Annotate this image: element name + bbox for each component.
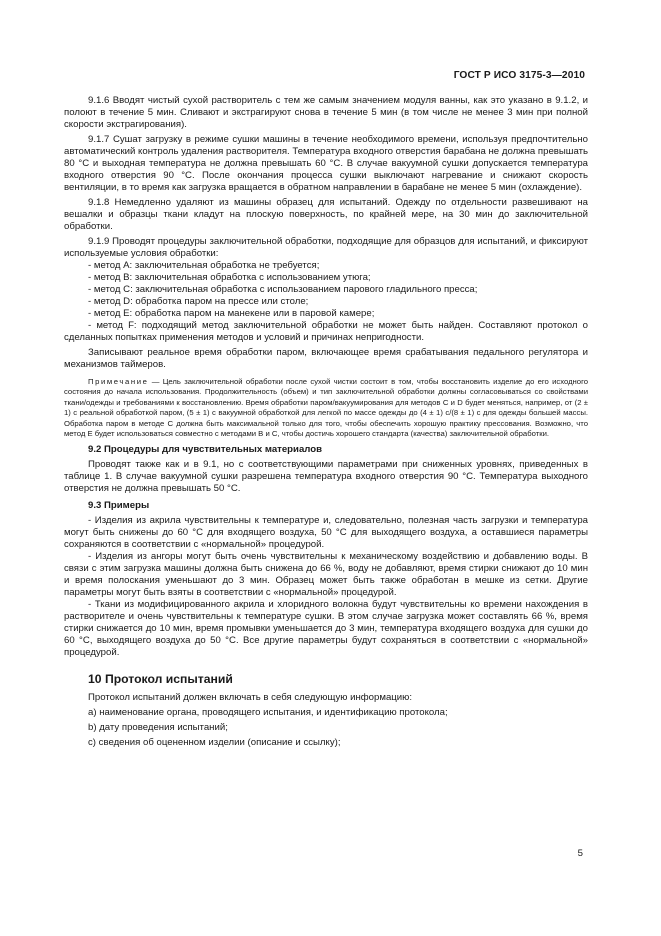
example-angora: - Изделия из ангоры могут быть очень чувствительны к механическому воздействию и добавлению воды. В связи с этим загрузка машины должна быть снижена до 66 %, воду не добавляют, время стирки снижают до 10 мин и время полоскания уменьшают до 3 мин. Образец может быть также обработан в мешке из сетки. Другие параметры могут быть взяты в соответствии с «нормальной» процедурой. — [64, 551, 588, 599]
report-item-c: c) сведения об оцененном изделии (описание и ссылку); — [88, 737, 341, 749]
document-header: ГОСТ Р ИСО 3175-3—2010 — [453, 70, 585, 81]
method-a: - метод А: заключительная обработка не требуется; — [88, 260, 320, 271]
example-modacrylic: - Ткани из модифицированного акрила и хлоридного волокна будут чувствительны ко времени нахождения в растворителе и очень чувствительны к температуре сушки. В этом случае загрузка может составлять 66 %, время стирки снижается до 10 мин, время промывки уменьшается до 3 мин, температура входящего воздуха для сушки до 60 °С, выходящего воздуха до 50 °С. Все другие параметры будут сохраняться в соответствии с «нормальной» процедурой. — [64, 599, 588, 659]
section-9-3-title: 9.3 Примеры — [88, 500, 150, 512]
method-e: - метод Е: обработка паром на манекене или в паровой камере; — [88, 308, 375, 319]
note-text: — Цель заключительной обработки после сухой чистки состоит в том, чтобы восстановить изделие до его исходного состояния до начала использования. Продолжительность (объем) и тип заключительной обработки должны согласовываться со свойствами ткани/одежды и требованиями к восстановлению. Время обработки паром/вакуумирования для методов С и D будет меняться, например, от (2 ± 1) с реальной обработкой паром, (5 ± 1) с вакуумной обработкой для легкой по массе одежды до (4 ± 1) с/(8 ± 1) с для одежды большей массы. Обработка паром в методе С должна быть максимальной только для того, чтобы обеспечить хорошую практику прессования. Возможно, что метод Е будет использоваться совместно с методами В и С, чтобы достичь хорошего стандарта (качества) заключительной обработки. — [64, 377, 588, 439]
note — [64, 377, 588, 439]
section-9-2-text: Проводят также как и в 9.1, но с соответствующими параметрами при сниженных уровнях, приведенных в таблице 1. В случае вакуумной сушки разрешена температура входного отверстия 90 °С. Температура выходного отверстия не должна превышать 50 °С. — [64, 459, 588, 495]
report-item-b: b) дату проведения испытаний; — [88, 722, 228, 734]
paragraph-9-1-6: 9.1.6 Вводят чистый сухой растворитель с тем же самым значением модуля ванны, как это указано в 9.1.2, и полоют в течение 5 мин. Сливают и экстрагируют снова в течение 5 мин (в том числе не менее 3 мин при полной скорости экстрагирования). — [64, 95, 588, 130]
note-label: Примечание — [88, 377, 149, 386]
report-item-a: a) наименование органа, проводящего испытания, и идентификацию протокола; — [88, 707, 448, 719]
method-b: - метод В: заключительная обработка с использованием утюга; — [88, 272, 371, 283]
section-10-title: 10 Протокол испытаний — [88, 672, 233, 687]
paragraph-9-1-8: 9.1.8 Немедленно удаляют из машины образец для испытаний. Одежду по отдельности развешивают на вешалки и образцы ткани кладут на плоскую поверхность, по крайней мере, на 30 мин до заключительной обработки. — [64, 197, 588, 232]
paragraph-9-1-9: 9.1.9 Проводят процедуры заключительной обработки, подходящие для образцов для испытаний, и фиксируют используемые условия обработки: — [64, 236, 588, 259]
section-9-2-title: 9.2 Процедуры для чувствительных материалов — [88, 444, 323, 456]
paragraph-steam-time: Записывают реальное время обработки паром, включающее время срабатывания педального регулятора и механизмов таймеров. — [64, 347, 588, 370]
method-d: - метод D: обработка паром на прессе или столе; — [88, 296, 309, 307]
method-f: - метод F: подходящий метод заключительной обработки не может быть найден. Составляют протокол о сделанных попытках применения методов и условий и причинах непригодности. — [64, 320, 588, 343]
method-c: - метод С: заключительная обработка с использованием парового гладильного пресса; — [88, 284, 478, 295]
paragraph-9-1-7: 9.1.7 Сушат загрузку в режиме сушки машины в течение необходимого времени, используя предпочтительно автоматический контроль удаления растворителя. Температура входного отверстия барабана не должна превышать 80 °С и выходная температура не должна превышать 60 °С. В случае вакуумной сушки допускается температура входного отверстия 90 °С. После окончания процесса сушки выключают нагревание и снижают скорость вентиляции, в то время как загрузка вращается в обратном направлении в барабане не менее 5 мин (охлаждение). — [64, 134, 588, 193]
page-number: 5 — [577, 848, 583, 859]
example-acrylic: - Изделия из акрила чувствительны к температуре и, следовательно, полезная часть загрузки и температура могут быть снижены до 60 °С для входящего воздуха, 50 °С для выходящего воздуха, а оставшиеся параметры сохраняются в соответствии с «нормальной» процедурой. — [64, 515, 588, 551]
section-10-intro: Протокол испытаний должен включать в себя следующую информацию: — [88, 692, 412, 704]
document-body — [64, 95, 588, 749]
